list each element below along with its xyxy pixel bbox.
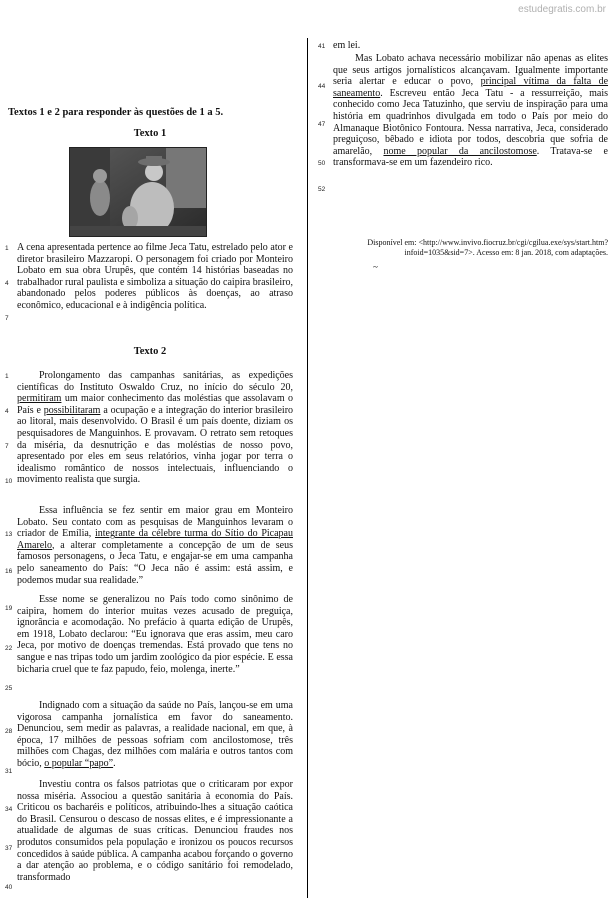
line-number: 34 [5, 806, 13, 813]
line-number: 7 [5, 315, 9, 322]
underlined-term: nome popular da ancilostomose [383, 145, 537, 157]
line-number: 1 [5, 373, 9, 380]
texto2-paragraph-1: Prolongamento das campanhas sanitárias, as expedições científicas do Instituto Oswaldo Cruz, no início do século 20, permitiram um maior conhecimento das moléstias que assolavam o País e possibilitaram a ocupação e a integração do interior brasileiro ao litoral, mais desenvolvido. O Brasil é um país doente, diziam os pesquisadores de Manguinhos. E provavam. O retrato sem retoques da miséria, da desnutrição e das moléstias de nosso povo, apresentado por eles em seus relatórios, vinha jogar por terra o idealismo romântico de nossos intelectuais, influenciando o movimento realista que surgia. [17, 370, 294, 486]
line-number: 16 [5, 568, 13, 575]
underlined-term: possibilitaram [43, 404, 101, 416]
texto1-paragraph: A cena apresentada pertence ao filme Jeca Tatu, estrelado pelo ator e diretor brasileiro Mazzaropi. O personagem foi criado por Monteiro Lobato em sua obra Urupês, que contém 14 histórias baseadas no trabalhador rural paulista e simboliza a situação do caipira brasileiro, abandonado pelos poderes públicos às doenças, ao atraso econômico, educacional e à indigência política. [17, 242, 294, 311]
line-number: 40 [5, 884, 13, 891]
film-still-image [70, 148, 206, 236]
line-number: 44 [318, 83, 326, 90]
line-number: 13 [5, 531, 13, 538]
line-number: 19 [5, 605, 13, 612]
texto2-paragraph-6: Mas Lobato achava necessário mobilizar não apenas as elites que seus artigos jornalísticos alcançavam. Igualmente importante seria alertar e educar o povo, principal vítima da falta de saneamento. Escreveu então Jeca Tatu - a ressurreição, mais conhecido como Jeca Tatuzinho, que serviu de inspiração para uma história em quadrinhos divulgada em todo o País por meio do Almanaque Biotônico Fontoura. Nessa narrativa, Jeca, considerado preguiçoso, bêbado e idiota por todos, descobria que sofria de amarelão, nome popular da ancilostomose. Tratava-se e transformava-se em um fazendeiro rico. [333, 53, 609, 169]
column-divider [307, 38, 308, 898]
texto2-paragraph-4: Indignado com a situação da saúde no País, lançou-se em uma vigorosa campanha jornalística em favor do saneamento. Denunciou, sem medir as palavras, a realidade nacional, em que, à época, 17 milhões de pessoas sofriam com ancilostomose, três milhões com Chagas, dez milhões com malária e outros tantos com bócio, o popular “papo”. [17, 700, 293, 769]
texto1-heading: Texto 1 [133, 128, 167, 139]
instruction: Textos 1 e 2 para responder às questões de 1 a 5. [8, 107, 224, 118]
line-number: 50 [318, 160, 326, 167]
underlined-term: permitiram [17, 393, 62, 405]
texto2-heading: Texto 2 [133, 346, 167, 357]
line-number: 28 [5, 728, 13, 735]
site-watermark: estudegratis.com.br [518, 4, 606, 15]
tilde-mark: ~ [373, 262, 378, 272]
texto2-paragraph-5-end: em lei. [333, 40, 361, 51]
line-number: 7 [5, 443, 9, 450]
underlined-term: integrante da célebre turma do Sítio do Picapau Amarelo [17, 528, 293, 551]
line-number: 22 [5, 645, 13, 652]
underlined-term: principal vítima da falta de saneamento [333, 76, 609, 99]
texto2-paragraph-2: Essa influência se fez sentir em maior grau em Monteiro Lobato. Seu contato com as pesquisas de Manguinhos levaram o criador de Emília, integrante da célebre turma do Sítio do Picapau Amarelo, a alterar completamente a concepção de um de seus famosos personagens, o Jeca Tatu, e engajar-se em uma campanha pelo saneamento do País: “O Jeca não é assim: está assim, e podemos mudar sua realidade.” [17, 505, 293, 586]
texto2-paragraph-5: Investiu contra os falsos patriotas que o criticaram por expor nossa miséria. Associou a questão sanitária à economia do País. Criticou os bacharéis e políticos, atribuindo-lhes a situação caótica do Brasil. Censurou o descaso de nossas elites, e é impressionante a atualidade de algumas de suas críticas. Denunciou fraudes nos produtos consumidos pela população e ironizou os poucos recursos concedidos à saúde pública. A campanha acabou forçando o governo a dar atenção ao problema, e o código sanitário foi remodelado, transformado [17, 779, 293, 883]
line-number: 41 [318, 43, 326, 50]
line-number: 52 [318, 186, 326, 193]
line-number: 31 [5, 768, 13, 775]
line-number: 4 [5, 408, 9, 415]
texto2-paragraph-3: Esse nome se generalizou no País todo como sinônimo de caipira, homem do interior muitas vezes acusado de preguiça, ignorância e acomodação. No prefácio à quarta edição de Urupês, em 1918, Lobato declarou: “Eu ignorava que eras assim, meu caro Jeca, por motivo de doenças tremendas. Está provado que tens no sangue e nas tripas todo um jardim zoológico da pior espécie. E essa bicharia cruel que te faz papudo, feio, molenga, inerte.” [17, 594, 293, 675]
film-still-photo [69, 147, 207, 237]
line-number: 37 [5, 845, 13, 852]
source-citation: Disponível em: <http://www.invivo.fiocruz.br/cgi/cgilua.exe/sys/start.htm?infoid=1035&sid=7>. Acesso em: 8 jan. 2018, com adaptações. [367, 238, 608, 257]
line-number: 10 [5, 478, 13, 485]
line-number: 4 [5, 280, 9, 287]
underlined-term: o popular “papo” [44, 757, 114, 769]
line-number: 1 [5, 245, 9, 252]
line-number: 25 [5, 685, 13, 692]
line-number: 47 [318, 121, 326, 128]
